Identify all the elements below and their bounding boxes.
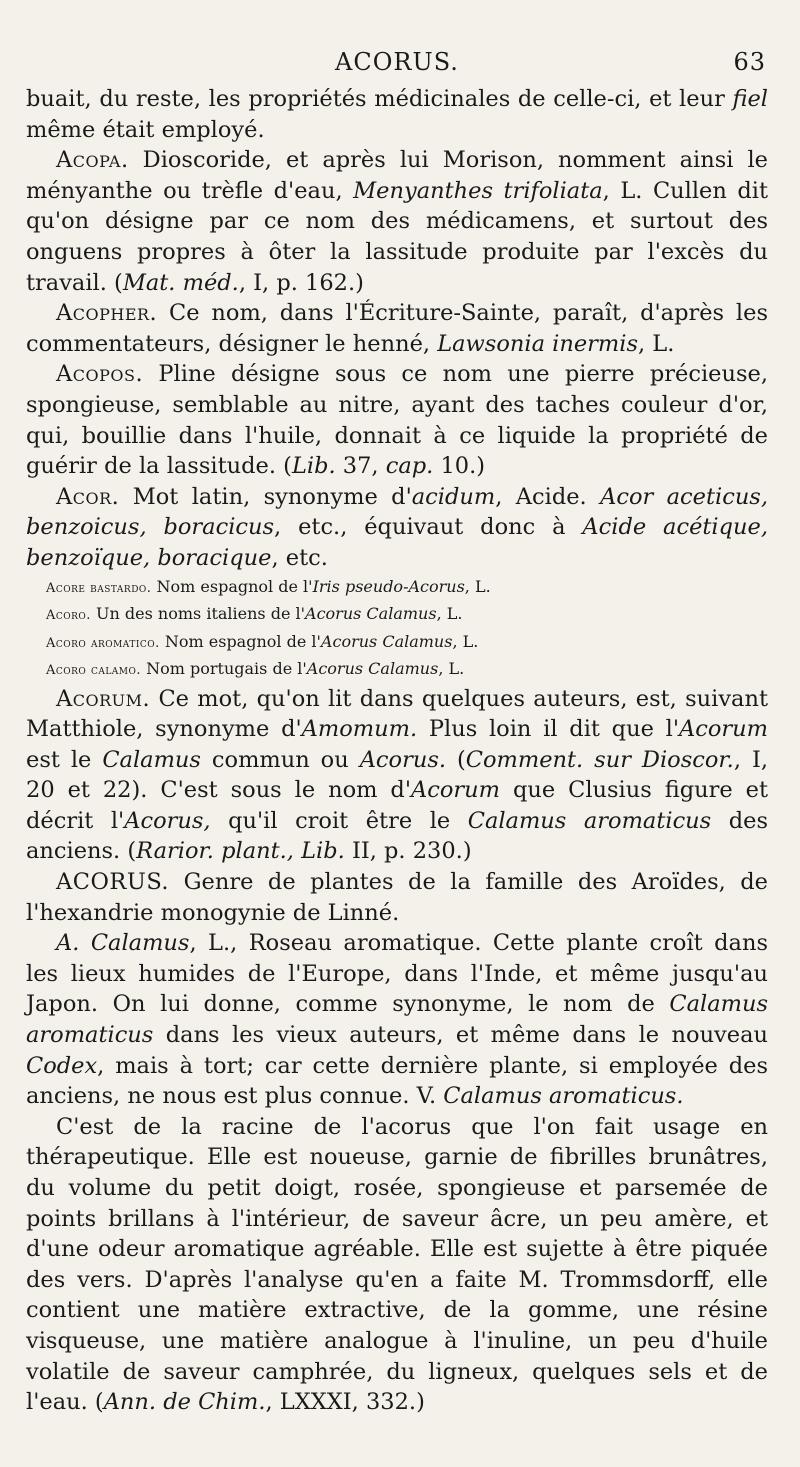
text-run: qu'il croit être le xyxy=(210,807,468,834)
text-run-italic: Acorus, xyxy=(124,807,211,834)
entry-term: Acopher. xyxy=(56,300,158,327)
text-run: buait, du reste, les propriétés médicinales de celle-ci, et leur xyxy=(26,86,733,112)
text-run: Un des noms italiens de l' xyxy=(90,604,306,623)
text-run: Pline désigne sous ce nom une pierre précieuse, spongieuse, semblable au nitre, ayant des taches couleur d'or, qui, bouillie dans l'huile, donnait à ce liquide la propriété de guérir de la lassitude. ( xyxy=(26,361,768,480)
entry-term: Acoro aromatico. xyxy=(46,635,160,651)
entry-acore-bastardo xyxy=(26,574,768,602)
paragraph-root-description xyxy=(26,1112,768,1418)
text-run: Plus loin il dit que l' xyxy=(417,716,680,743)
entry-acor xyxy=(26,482,768,574)
text-run: , LXXXI, 332.) xyxy=(265,1389,425,1416)
text-run: est le xyxy=(26,746,103,773)
page-body xyxy=(26,84,768,1418)
text-run: Ce mot, qu'on lit dans quelques auteurs, est, suivant Matthiole, synonyme d' xyxy=(26,685,768,743)
entry-term-genus: ACORUS. xyxy=(56,869,170,896)
entry-acoro-calamo xyxy=(26,656,768,684)
text-run-italic: acidum xyxy=(411,483,496,510)
entry-term: Acore bastardo. xyxy=(46,580,152,596)
entry-acopa xyxy=(26,145,768,298)
text-run-italic: Calamus aromaticus xyxy=(467,807,712,834)
text-run: , Acide. xyxy=(495,483,601,510)
entry-acoro-aromatico xyxy=(26,629,768,657)
text-run: C'est de la racine de l'acorus que l'on fait usage en thérapeutique. Elle est noueuse, garnie de fibrilles brunâtres, du volume du petit doigt, rosée, spongieuse et parsemée de points brillans à l'intérieur, de saveur âcre, un peu amère, et d'une odeur aromatique agréable. Elle est sujette à être piquée des vers. D'après l'analyse qu'en a faite M. Trommsdorff, elle contient une matière extractive, de la gomme, une résine visqueuse, une matière analogue à l'inuline, un peu d'huile volatile de saveur camphrée, du ligneux, quelques sels et de l'eau. ( xyxy=(26,1113,768,1416)
entry-acorus-genus xyxy=(26,867,768,928)
text-run: que Clusius figure et décrit l' xyxy=(26,777,768,834)
text-run-italic: cap. xyxy=(385,453,434,480)
text-run-italic: Calamus xyxy=(102,746,201,773)
text-run: Genre de plantes de la famille des Aroïdes, de l'hexandrie monogynie de Linné. xyxy=(26,869,768,926)
text-run-italic: Lib. xyxy=(291,453,336,480)
text-run: même était employé. xyxy=(26,116,265,143)
text-run-italic: Acorum xyxy=(679,716,768,743)
text-run: , I, 20 et 22). C'est sous le nom d' xyxy=(26,746,768,804)
text-run-italic: fiel xyxy=(732,86,768,112)
text-run-italic: Comment. sur Dioscor. xyxy=(465,746,734,773)
text-run: , L., Roseau aromatique. Cette plante croît dans les lieux humides de l'Europe, dans l'Inde, et même jusqu'au Japon. On lui donne, comme synonyme, le nom de xyxy=(26,930,768,1018)
text-run-italic: Menyanthes trifoliata xyxy=(353,177,603,204)
text-run-italic: Ann. de Chim. xyxy=(103,1389,266,1416)
entry-acoro xyxy=(26,601,768,629)
text-run: , L. xyxy=(638,330,675,357)
entry-term: Acorum. xyxy=(56,685,151,712)
text-run: commun ou xyxy=(200,746,360,773)
text-run-italic: Acor aceticus, benzoicus, boracicus xyxy=(26,483,769,541)
text-run-italic: Acorus Calamus xyxy=(306,659,439,678)
running-head xyxy=(26,48,768,84)
entry-term: Acopos. xyxy=(56,361,144,388)
text-run: Mot latin, synonyme d' xyxy=(119,483,412,510)
text-run-italic: Mat. méd. xyxy=(122,269,239,296)
entry-term: Acoro calamo. xyxy=(46,663,142,678)
entry-acorum xyxy=(26,684,768,868)
text-run: , L. xyxy=(438,659,465,678)
text-run-italic: Rarior. plant., Lib. xyxy=(136,838,345,865)
text-run-italic: Acorus Calamus xyxy=(320,631,453,651)
book-page xyxy=(26,48,768,1418)
text-run: , I, p. 162.) xyxy=(238,269,364,296)
text-run-italic: Calamus aromaticus xyxy=(26,991,768,1049)
text-run-italic: Acide acétique, benzoïque, boracique xyxy=(26,514,768,571)
text-run-italic: Amomum. xyxy=(301,716,418,743)
text-run-italic: Iris pseudo-Acorus xyxy=(312,576,465,596)
text-run-italic: Acorum xyxy=(411,777,501,804)
text-run-italic: Codex xyxy=(26,1052,98,1079)
text-run: Nom espagnol de l' xyxy=(159,631,321,651)
text-run: II, p. 230.) xyxy=(344,838,472,865)
text-run: , L. xyxy=(452,631,479,651)
page-number: 63 xyxy=(733,48,766,76)
text-run-italic: Acorus Calamus xyxy=(305,604,437,623)
entry-term: Acopa. xyxy=(56,147,129,174)
text-run: des anciens. ( xyxy=(26,807,769,865)
text-run: , L. xyxy=(464,576,491,596)
text-run: dans les vieux auteurs, et même dans le nouveau xyxy=(153,1022,768,1049)
text-run-italic: Lawsonia inermis xyxy=(437,330,638,357)
text-run: , etc. xyxy=(271,544,328,571)
text-run: , L. Cullen dit qu'on désigne par ce nom des médicamens, et surtout des onguens propres à ôter la lassitude produite par l'excès du travail. ( xyxy=(26,177,769,296)
text-run: , etc., équivaut donc à xyxy=(274,514,583,541)
text-run: Ce nom, dans l'Écriture-Sainte, paraît, d'après les commentateurs, désigner le henné, xyxy=(26,300,768,357)
paragraph-continuation xyxy=(26,84,768,145)
text-run-italic: Acorus. xyxy=(359,746,447,773)
text-run: , mais à tort; car cette dernière plante, si employée des anciens, ne nous est plus connue. V. xyxy=(26,1052,768,1110)
text-run: 37, xyxy=(335,453,386,480)
text-run: Nom portugais de l' xyxy=(141,659,307,678)
entry-acopher xyxy=(26,298,768,359)
entry-acorus-calamus xyxy=(26,928,768,1112)
text-run-italic: Calamus aromaticus. xyxy=(443,1083,684,1110)
text-run: Dioscoride, et après lui Morison, nomment ainsi le ményanthe ou trèfle d'eau, xyxy=(26,147,768,204)
text-run: Nom espagnol de l' xyxy=(151,576,313,596)
text-run: , L. xyxy=(436,604,463,623)
entry-term: Acor. xyxy=(56,483,120,510)
entry-acopos xyxy=(26,359,768,481)
entry-term: Acoro. xyxy=(46,608,91,623)
text-run: 10.) xyxy=(433,453,486,480)
running-title: ACORUS. xyxy=(335,48,459,76)
text-run: ( xyxy=(446,746,466,773)
species-name: A. Calamus xyxy=(56,930,190,957)
